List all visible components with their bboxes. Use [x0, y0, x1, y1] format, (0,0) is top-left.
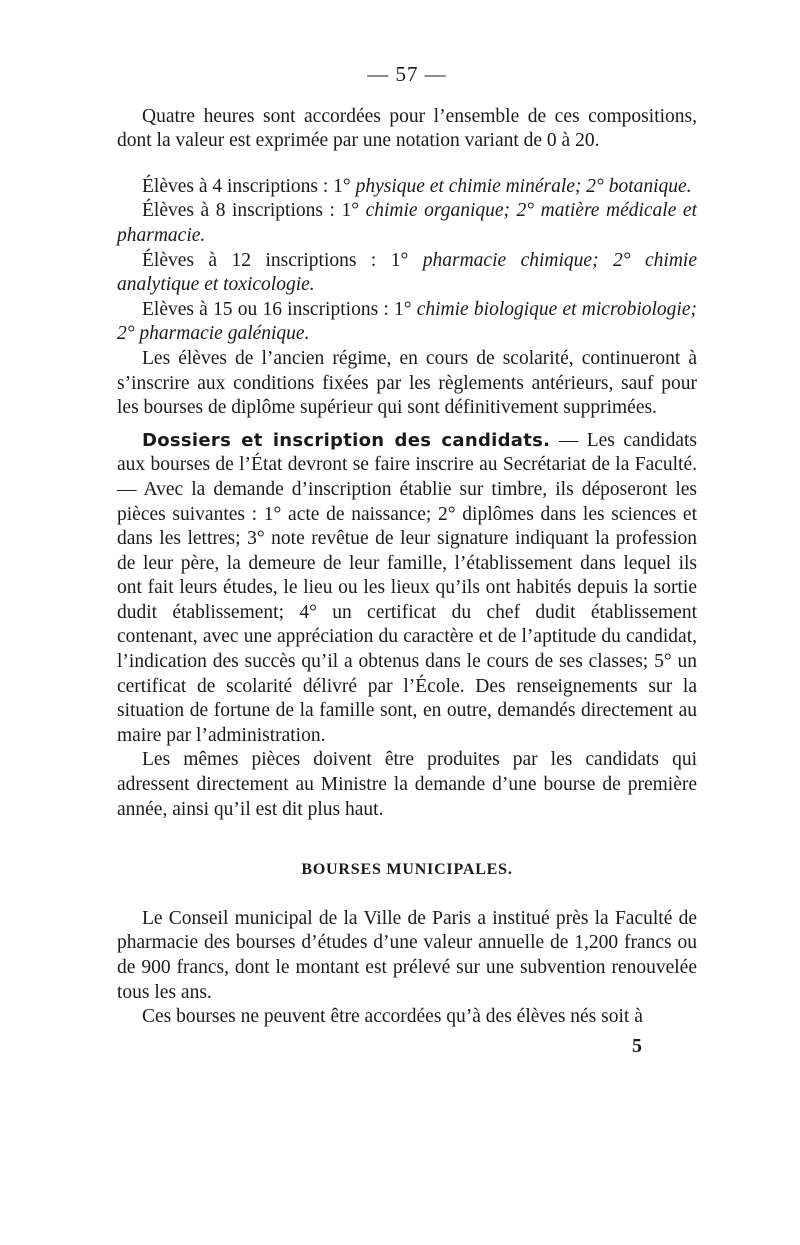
- paragraph-12-subjects: pharmacie chimique; 2° chimie analytique et toxicologie.: [117, 249, 697, 296]
- paragraph-4-subjects: physique et chimie minérale; 2° botanique.: [355, 175, 692, 197]
- paragraph-8-subjects: chimie organique; 2° matière médicale et pharmacie.: [117, 200, 697, 246]
- paragraph-15-16-inscriptions: [117, 298, 697, 347]
- document-page: [117, 62, 697, 1058]
- section-title-bourses-municipales: BOURSES MUNICIPALES.: [301, 861, 513, 879]
- page-number: — 57 —: [367, 62, 447, 86]
- paragraph-memes-pieces: Les mêmes pièces doivent être produites par les candidats qui adressent directement au Ministre la demande d’une bourse de première année, ainsi qu’il est dit plus haut.: [117, 749, 697, 820]
- paragraph-12-inscriptions: [117, 249, 697, 298]
- paragraph-4-prefix: Élèves à 4 inscriptions : 1°: [142, 175, 356, 197]
- paragraph-ancien-regime: Les élèves de l’ancien régime, en cours de scolarité, continueront à s’inscrire aux conditions fixées par les règlements antérieurs, sauf pour les bourses de diplôme supérieur qui sont définitivement supprimées.: [117, 347, 697, 419]
- signature-mark: 5: [632, 1034, 642, 1057]
- paragraph-conseil-municipal: Le Conseil municipal de la Ville de Paris a institué près la Faculté de pharmacie des bourses d’études d’une valeur annuelle de 1,200 francs ou de 900 francs, dont le montant est prélevé sur une subvention renouvelée tous les ans.: [117, 907, 697, 1003]
- paragraph-4-inscriptions: [117, 175, 697, 200]
- paragraph-compositions: Quatre heures sont accordées pour l’ensemble de ces compositions, dont la valeur est exprimée par une notation variant de 0 à 20.: [117, 105, 697, 152]
- paragraph-15-16-prefix: Elèves à 15 ou 16 inscriptions : 1°: [142, 298, 417, 320]
- paragraph-12-prefix: Élèves à 12 inscriptions : 1°: [142, 249, 423, 271]
- dossiers-heading: Dossiers et inscription des candidats.: [142, 429, 551, 451]
- paragraph-dossiers: [117, 429, 697, 749]
- dossiers-body: — Les candidats aux bourses de l’État devront se faire inscrire au Secrétariat de la Faculté. — Avec la demande d’inscription établie sur timbre, ils déposeront les pièces suivantes : 1° acte de naissance; 2° diplômes dans les sciences et dans les lettres; 3° note revêtue de leur signature indiquant la profession de leur père, la demeure de leur famille, l’établissement dans lequel ils ont fait leurs études, le lieu ou les lieux qu’ils ont habités depuis la sortie dudit établissement; 4° un certificat du chef dudit établissement contenant, avec une appréciation du caractère et de l’aptitude du candidat, l’indication des succès qu’il a obtenus dans le cours de ses classes; 5° un certificat de scolarité délivré par l’École. Des renseignements sur la situation de fortune de la famille sont, en outre, demandés directement au maire par l’administration.: [117, 429, 697, 746]
- paragraph-8-prefix: Élèves à 8 inscriptions : 1°: [142, 200, 366, 222]
- paragraph-15-16-subjects: chimie biologique et microbiologie; 2° pharmacie galénique.: [117, 298, 697, 345]
- paragraph-8-inscriptions: [117, 199, 697, 248]
- paragraph-ces-bourses: Ces bourses ne peuvent être accordées qu’à des élèves nés soit à: [142, 1006, 643, 1028]
